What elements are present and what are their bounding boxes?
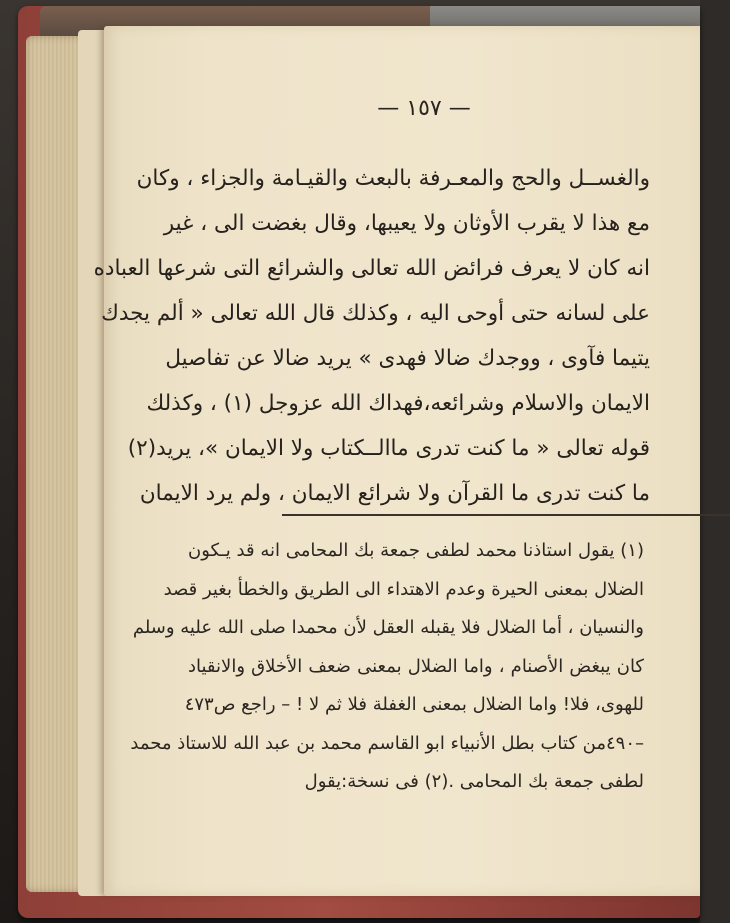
footnote-line: للهوى، فلا! واما الضلال بمعنى الغفلة فلا ثم لا ! – راجع ص٤٧٣ xyxy=(184,694,644,715)
footnote-line: لطفى جمعة بك المحامى .(٢) فى نسخة:يقول xyxy=(304,771,644,792)
text-line: ما كنت تدرى ما القرآن ولا شرائع الايمان ، ولم يرد الايمان xyxy=(139,481,650,506)
page-number: — ١٥٧ — xyxy=(377,96,471,121)
footnote-line: والنسيان ، أما الضلال فلا يقبله العقل لأن محمدا صلى الله عليه وسلم xyxy=(132,617,644,638)
footnote-line: –٤٩٠من كتاب بطل الأنبياء ابو القاسم محمد بن عبد الله للاستاذ محمد xyxy=(130,732,644,754)
footnote-line: كان يبغض الأصنام ، واما الضلال بمعنى ضعف الأخلاق والانقياد xyxy=(188,655,644,677)
text-line: يتيما فآوى ، ووجدك ضالا فهدى » يريد ضالا عن تفاصيل xyxy=(165,346,650,371)
text-line: والغســل والحج والمعـرفة بالبعث والقيـامة والجزاء ، وكان xyxy=(136,166,650,191)
footnotes xyxy=(130,532,644,802)
text-line: قوله تعالى « ما كنت تدرى ماالــكتاب ولا الايمان »، يريد(٢) xyxy=(127,436,650,461)
text-line: الايمان والاسلام وشرائعه،فهداك الله عزوجل (١) ، وكذلك xyxy=(146,391,650,416)
text-line: انه كان لا يعرف فرائض الله تعالى والشرائع التى شرعها العباده xyxy=(93,256,650,281)
footnote-line: (١) يقول استاذنا محمد لطفى جمعة بك المحامى انه قد يـكون xyxy=(188,540,644,561)
footnote-line: الضلال بمعنى الحيرة وعدم الاهتداء الى الطريق والخطأ بغير قصد xyxy=(163,578,644,600)
main-text xyxy=(93,156,650,516)
text-line: مع هذا لا يقرب الأوثان ولا يعيبها، وقال بغضت الى ، غير xyxy=(163,211,650,236)
book-page xyxy=(93,26,700,896)
page-stack-edge xyxy=(26,36,86,892)
text-line: على لسانه حتى أوحى اليه ، وكذلك قال الله تعالى « ألم يجدك xyxy=(101,301,650,326)
footnote-divider xyxy=(282,514,730,516)
